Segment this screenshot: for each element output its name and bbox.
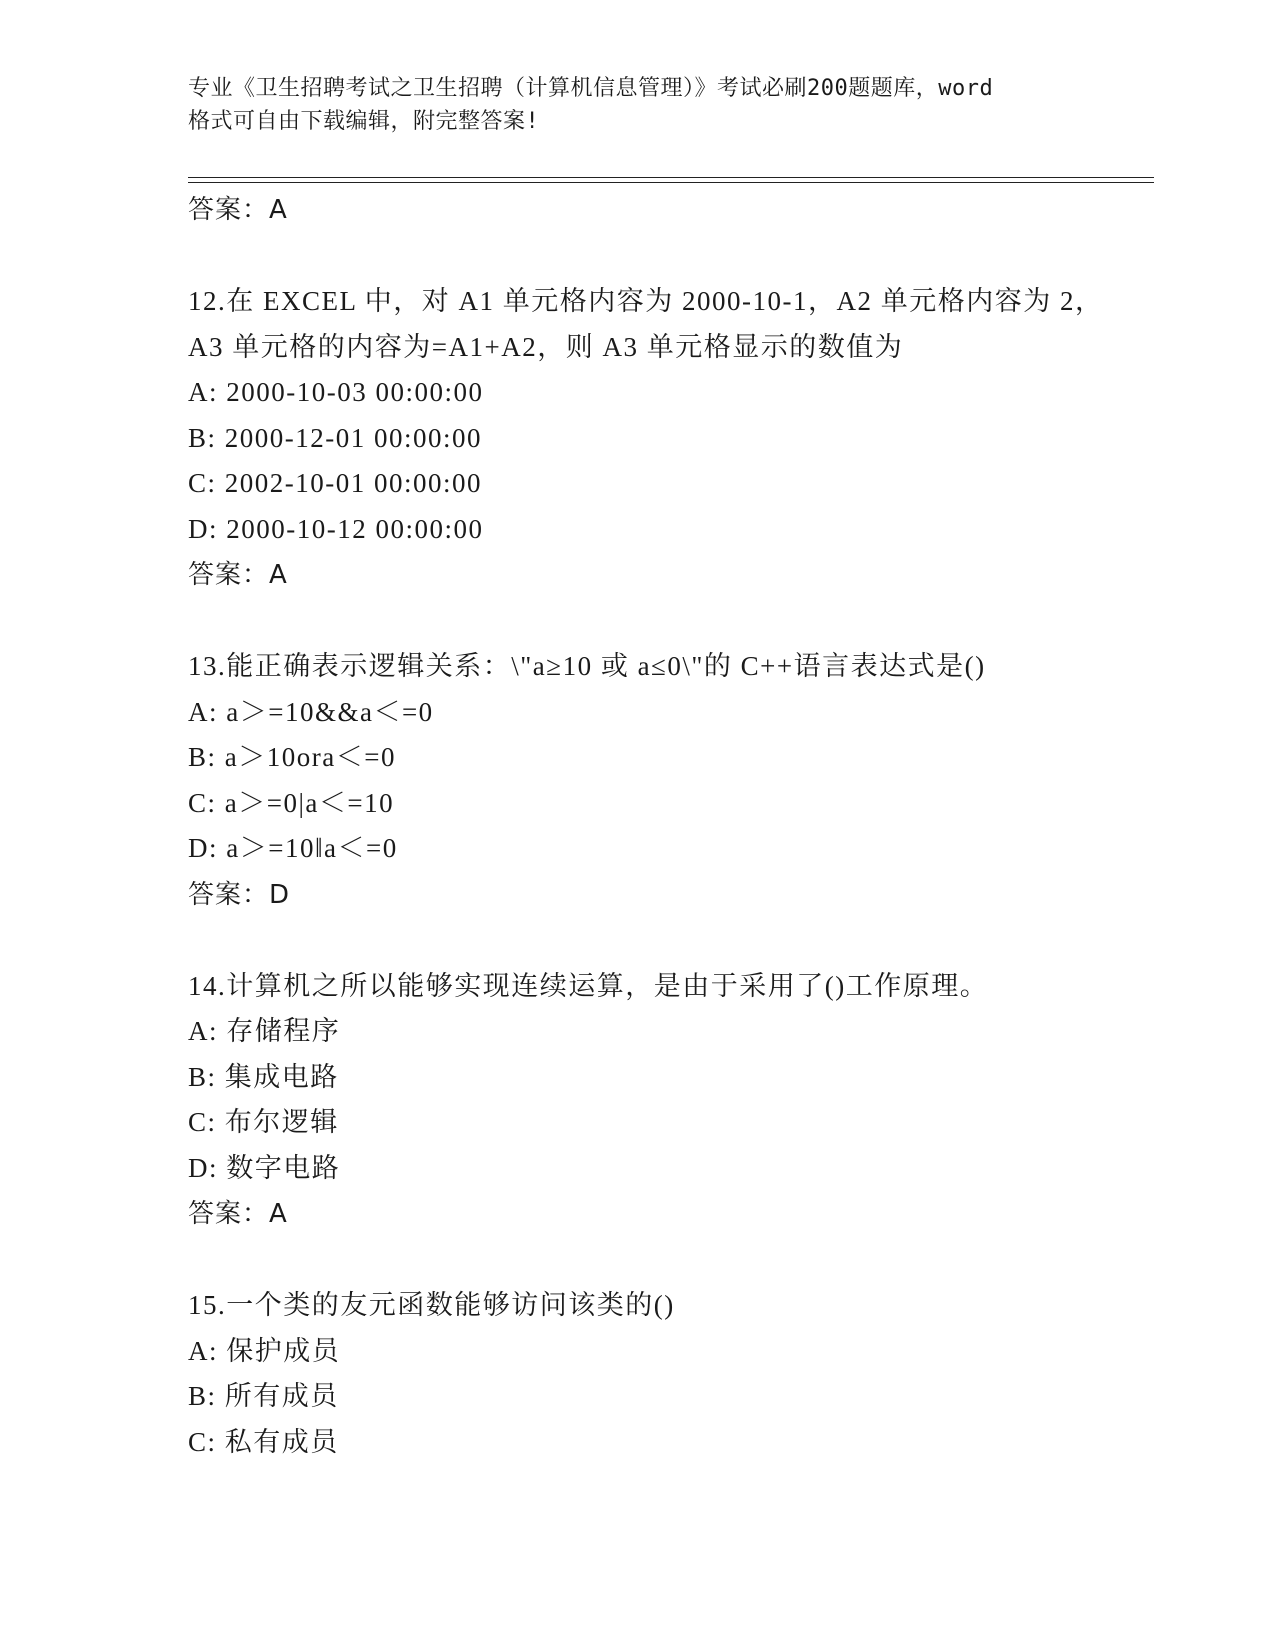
- header-rule-top: [188, 177, 1154, 178]
- option-b: B: 所有成员: [188, 1381, 339, 1411]
- question-text: 13.能正确表示逻辑关系：\"a≥10 或 a≤0\"的 C++语言表达式是(): [188, 651, 986, 681]
- option-d: D: 数字电路: [188, 1152, 341, 1183]
- option-b: B: a＞10ora＜=0: [188, 742, 396, 772]
- option-a: A: 存储程序: [188, 1016, 341, 1046]
- answer-line: 答案：A: [188, 195, 288, 225]
- question-text: A3 单元格的内容为=A1+A2，则 A3 单元格显示的数值为: [188, 331, 904, 362]
- option-d: D: 2000-10-12 00:00:00: [188, 513, 484, 544]
- question-list: [188, 187, 1154, 1465]
- document-header: [188, 72, 1088, 138]
- question-text: 12.在 EXCEL 中，对 A1 单元格内容为 2000-10-1，A2 单元格内容为 2，: [188, 286, 1104, 316]
- answer-line: 答案：A: [188, 1199, 288, 1229]
- option-c: C: 2002-10-01 00:00:00: [188, 468, 482, 498]
- question-14: [188, 964, 1154, 1238]
- question-text: 15.一个类的友元函数能够访问该类的(): [188, 1290, 675, 1320]
- header-line-1: 专业《卫生招聘考试之卫生招聘（计算机信息管理）》考试必刷200题题库，word: [188, 76, 994, 101]
- question-text: 14.计算机之所以能够实现连续运算，是由于采用了()工作原理。: [188, 970, 989, 1001]
- option-c: C: a＞=0|a＜=10: [188, 787, 395, 818]
- answer-line: 答案：D: [188, 879, 291, 910]
- option-a: A: 2000-10-03 00:00:00: [188, 377, 484, 407]
- option-a: A: 保护成员: [188, 1335, 341, 1366]
- option-c: C: 布尔逻辑: [188, 1107, 339, 1137]
- question-13: [188, 644, 1154, 918]
- answer-line: 答案：A: [188, 560, 288, 590]
- option-a: A: a＞=10&&a＜=0: [188, 696, 434, 727]
- option-d: D: a＞=10‖a＜=0: [188, 833, 398, 863]
- header-line-2: 格式可自由下载编辑，附完整答案!: [188, 109, 540, 134]
- question-15: [188, 1283, 1154, 1465]
- question-12: [188, 279, 1154, 598]
- option-c: C: 私有成员: [188, 1426, 339, 1457]
- option-b: B: 集成电路: [188, 1061, 339, 1092]
- header-rule-bottom: [188, 182, 1154, 183]
- option-b: B: 2000-12-01 00:00:00: [188, 422, 482, 453]
